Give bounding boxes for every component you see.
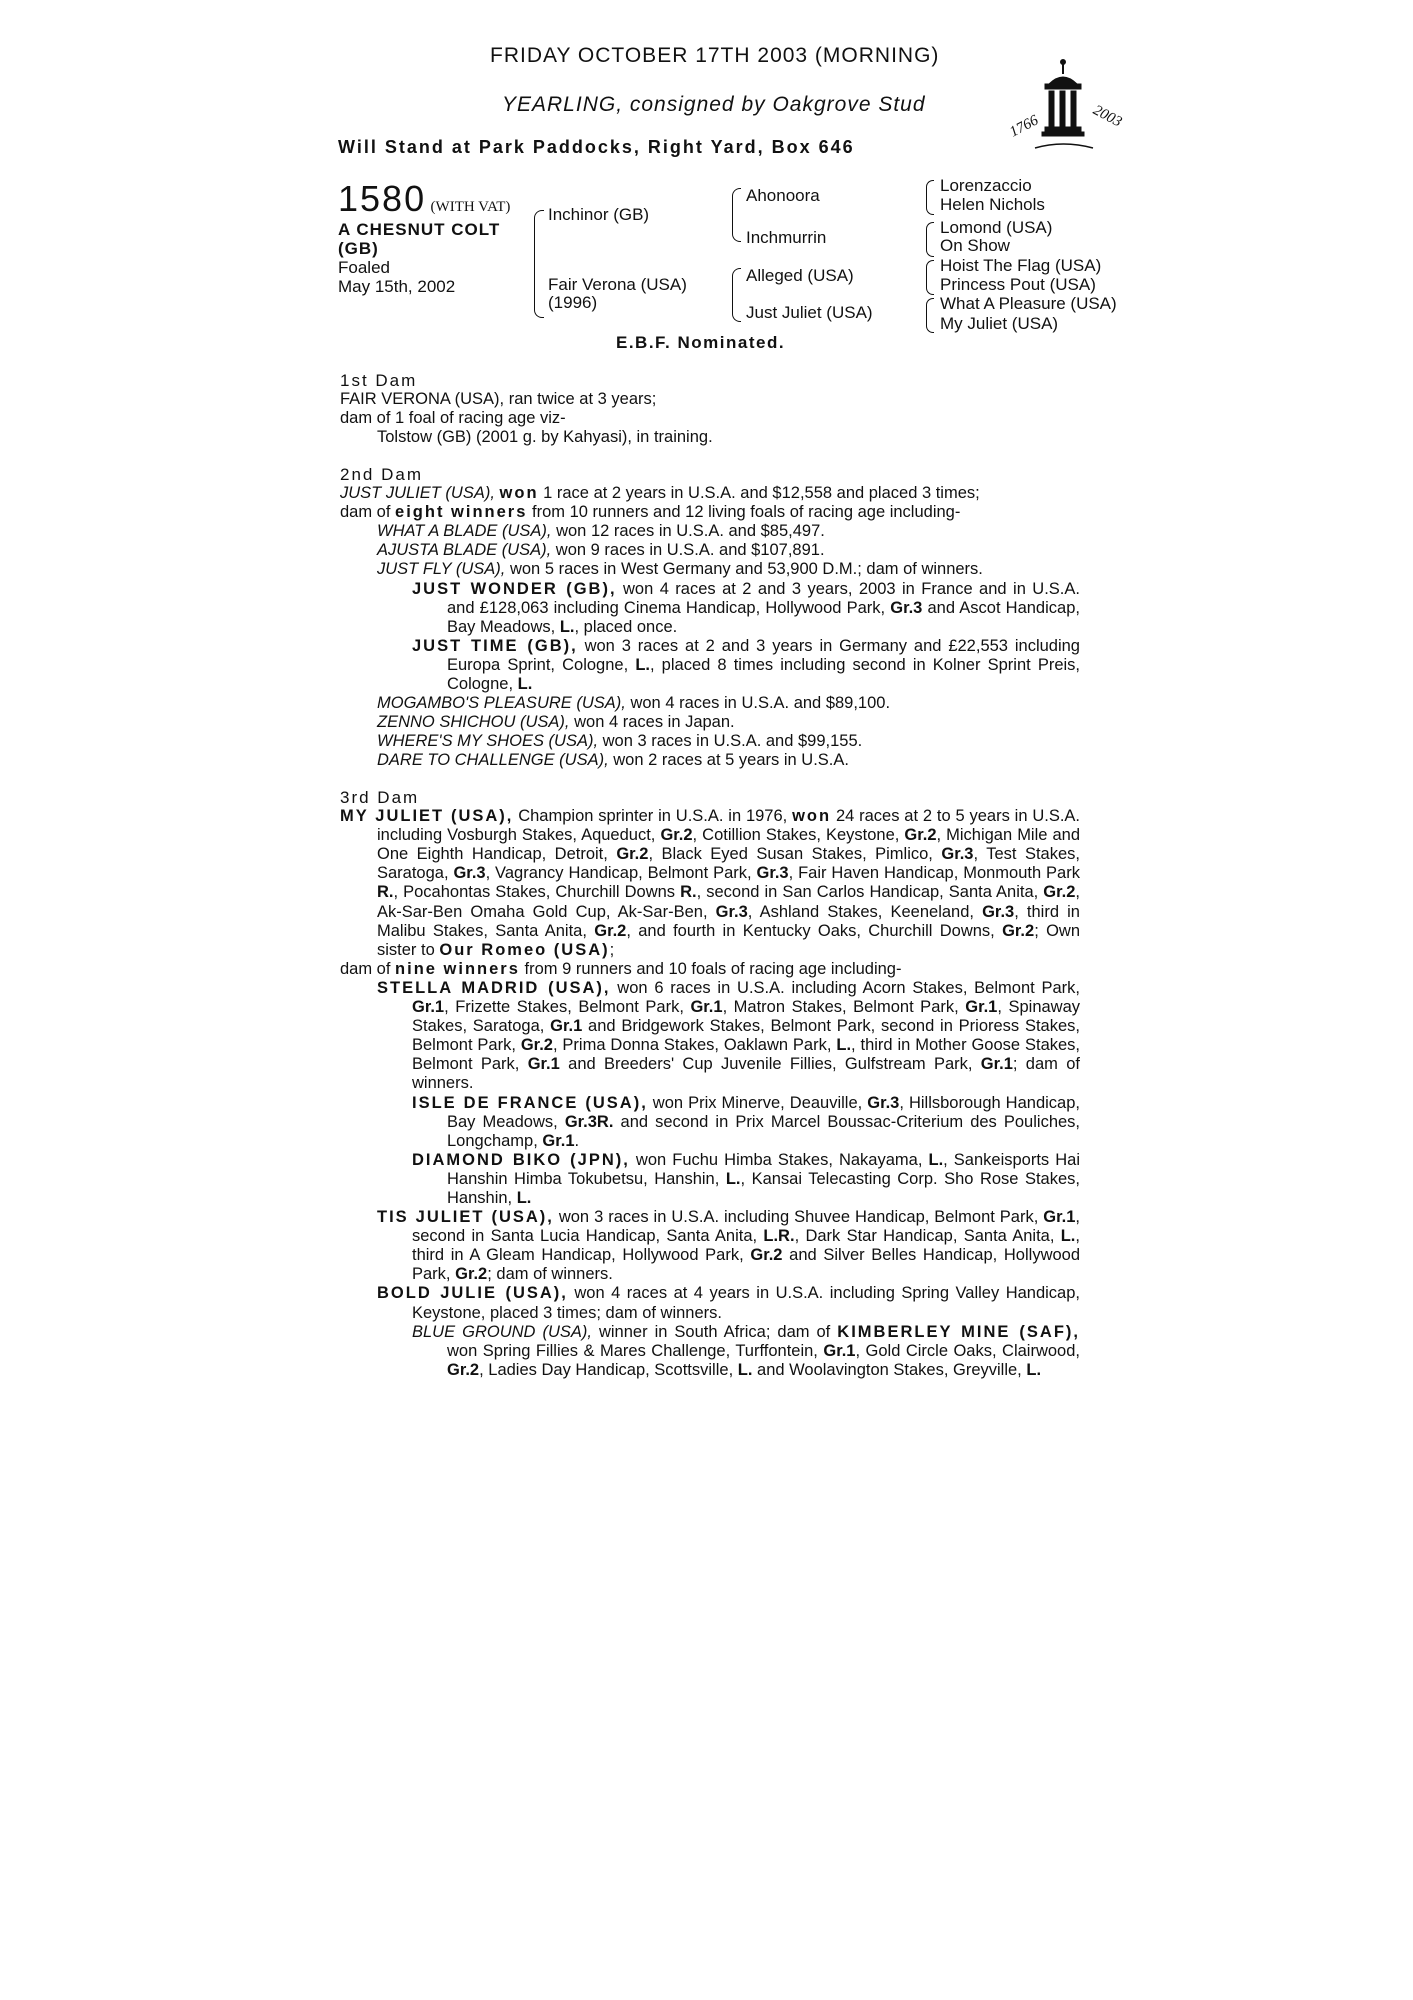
third-dam-title: 3rd Dam [340, 788, 420, 807]
ebf-nominated: E.B.F. Nominated. [616, 333, 786, 352]
grandparent-1: Ahonoora [746, 186, 820, 205]
pedigree-brace-ggp2 [926, 222, 934, 257]
third-dam-main: MY JULIET (USA), Champion sprinter in U.S.A. in 1976, won 24 races at 2 to 5 years in U.S.A. including Vosburgh Stakes, Aqueduct, Gr.2, Cotillion Stakes, Keystone, Gr.2, Michigan Mile and One Eighth Handicap, Detroit, Gr.2, Black Eyed Susan Stakes, Pimlico, Gr.3, Test Stakes, Saratoga, Gr.3, Vagrancy Handicap, Belmont Park, Gr.3, Fair Haven Handicap, Monmouth Park R., Pocahontas Stakes, Churchill Downs R., second in San Carlos Handicap, Santa Anita, Gr.2, Ak-Sar-Ben Omaha Gold Cup, Ak-Sar-Ben, Gr.3, Ashland Stakes, Keeneland, Gr.3, third in Malibu Stakes, Santa Anita, Gr.2, and fourth in Kentucky Oaks, Churchill Downs, Gr.2; Own sister to Our Romeo (USA); [340, 807, 1081, 959]
progeny-blue-ground: BLUE GROUND (USA), winner in South Africa; dam of KIMBERLEY MINE (SAF), won Spring Fillies & Mares Challenge, Turffontein, Gr.1, Gold Circle Oaks, Clairwood, Gr.2, Ladies Day Handicap, Scottsville, L. and Woolavington Stakes, Greyville, L. [412, 1322, 1081, 1379]
progeny-stella-madrid: STELLA MADRID (USA), won 6 races in U.S.A. including Acorn Stakes, Belmont Park, Gr.1, Frizette Stakes, Belmont Park, Gr.1, Matron Stakes, Belmont Park, Gr.1, Spinaway Stakes, Saratoga, Gr.1 and Bridgework Stakes, Belmont Park, second in Prioress Stakes, Belmont Park, Gr.2, Prima Donna Stakes, Oaklawn Park, L., third in Mother Goose Stakes, Belmont Park, Gr.1 and Breeders' Cup Juvenile Fillies, Gulfstream Park, Gr.1; dam of winners. [377, 978, 1081, 1093]
vat-note: (WITH VAT) [430, 199, 511, 215]
pedigree-brace-ggp1 [926, 180, 934, 215]
progeny-just-wonder: JUST WONDER (GB), won 4 races at 2 and 3 years, 2003 in France and in U.S.A. and £128,063 including Cinema Handicap, Hollywood Park, Gr.3 and Ascot Handicap, Bay Meadows, L., placed once. [412, 579, 1080, 636]
foaled-date: May 15th, 2002 [338, 277, 456, 296]
progeny-what-a-blade: WHAT A BLADE (USA), won 12 races in U.S.A. and $85,497. [377, 522, 825, 541]
svg-text:2003: 2003 [1090, 102, 1125, 131]
great-grandparent-4: On Show [940, 236, 1010, 255]
pedigree-brace-ggp4 [926, 298, 934, 333]
great-grandparent-2: Helen Nichols [940, 195, 1045, 214]
foaled-label: Foaled [338, 258, 390, 277]
lot-heading [338, 178, 510, 220]
lot-description-1: A CHESNUT COLT [338, 220, 501, 239]
sale-date: FRIDAY OCTOBER 17TH 2003 (MORNING) [490, 44, 940, 67]
pedigree-brace-sire [732, 188, 741, 242]
second-dam-dam-of: dam of eight winners from 10 runners and 12 living foals of racing age including- [340, 503, 961, 522]
progeny-dare-to-challenge: DARE TO CHALLENGE (USA), won 2 races at 5 years in U.S.A. [377, 751, 849, 770]
progeny-ajusta-blade: AJUSTA BLADE (USA), won 9 races in U.S.A. and $107,891. [377, 541, 825, 560]
tattersalls-logo [1005, 56, 1125, 156]
progeny-diamond-biko: DIAMOND BIKO (JPN), won Fuchu Himba Stakes, Nakayama, L., Sankeisports Hai Hanshin Himba Tokubetsu, Hanshin, L., Kansai Telecasting Corp. Sho Rose Stakes, Hanshin, L. [412, 1150, 1080, 1207]
progeny-mogambos-pleasure: MOGAMBO'S PLEASURE (USA), won 4 races in U.S.A. and $89,100. [377, 694, 891, 713]
consignment-line: YEARLING, consigned by Oakgrove Stud [502, 93, 926, 116]
lot-description-2: (GB) [338, 239, 379, 258]
first-dam-section [340, 371, 1080, 447]
great-grandparent-8: My Juliet (USA) [940, 314, 1059, 333]
pedigree-brace-dam [732, 268, 741, 322]
pedigree-dam: Fair Verona (USA) [548, 275, 687, 294]
progeny-tis-juliet: TIS JULIET (USA), won 3 races in U.S.A. including Shuvee Handicap, Belmont Park, Gr.1, second in Santa Lucia Handicap, Santa Anita, L.R., Dark Star Handicap, Santa Anita, L., third in A Gleam Handicap, Hollywood Park, Gr.2 and Silver Belles Handicap, Hollywood Park, Gr.2; dam of winners. [377, 1208, 1081, 1284]
pedigree-sire: Inchinor (GB) [548, 205, 650, 224]
great-grandparent-5: Hoist The Flag (USA) [940, 256, 1102, 275]
progeny-wheres-my-shoes: WHERE'S MY SHOES (USA), won 3 races in U.S.A. and $99,155. [377, 732, 863, 751]
great-grandparent-6: Princess Pout (USA) [940, 275, 1096, 294]
lot-number: 1580 [338, 178, 427, 219]
grandparent-4: Just Juliet (USA) [746, 303, 873, 322]
first-dam-line-1: FAIR VERONA (USA), ran twice at 3 years; [340, 390, 657, 409]
pedigree-dam-year: (1996) [548, 293, 598, 312]
great-grandparent-1: Lorenzaccio [940, 176, 1032, 195]
great-grandparent-7: What A Pleasure (USA) [940, 294, 1117, 313]
pedigree-brace-ggp3 [926, 260, 934, 295]
foaled-info [338, 258, 455, 296]
progeny-just-time: JUST TIME (GB), won 3 races at 2 and 3 years in Germany and £22,553 including Europa Sprint, Cologne, L., placed 8 times including second in Kolner Sprint Preis, Cologne, L. [412, 636, 1080, 694]
first-dam-line-2: dam of 1 foal of racing age viz- [340, 409, 566, 428]
third-dam-dam-of: dam of nine winners from 9 runners and 10 foals of racing age including- [340, 959, 902, 978]
pedigree-brace-main [534, 210, 544, 318]
grandparent-2: Inchmurrin [746, 228, 827, 247]
first-dam-title: 1st Dam [340, 371, 418, 390]
first-dam-line-3: Tolstow (GB) (2001 g. by Kahyasi), in training. [377, 428, 713, 447]
progeny-just-fly: JUST FLY (USA), won 5 races in West Germany and 53,900 D.M.; dam of winners. [377, 560, 983, 579]
grandparent-3: Alleged (USA) [746, 266, 854, 285]
svg-text:1766: 1766 [1007, 112, 1042, 141]
lot-description [338, 220, 500, 258]
progeny-isle-de-france: ISLE DE FRANCE (USA), won Prix Minerve, Deauville, Gr.3, Hillsborough Handicap, Bay Meadows, Gr.3R. and second in Prix Marcel Boussac-Criterium des Pouliches, Longchamp, Gr.1. [412, 1093, 1081, 1150]
second-dam-main: JUST JULIET (USA), won 1 race at 2 years in U.S.A. and $12,558 and placed 3 times; [340, 484, 980, 503]
progeny-zenno-shichou: ZENNO SHICHOU (USA), won 4 races in Japan. [377, 713, 735, 732]
great-grandparent-3: Lomond (USA) [940, 218, 1053, 237]
second-dam-title: 2nd Dam [340, 465, 423, 484]
second-dam-section [340, 465, 1080, 771]
third-dam-section [340, 788, 1080, 1380]
progeny-bold-julie: BOLD JULIE (USA), won 4 races at 4 years in U.S.A. including Spring Valley Handicap, Keystone, placed 3 times; dam of winners. [377, 1284, 1080, 1322]
stand-location: Will Stand at Park Paddocks, Right Yard, Box 646 [338, 137, 855, 157]
